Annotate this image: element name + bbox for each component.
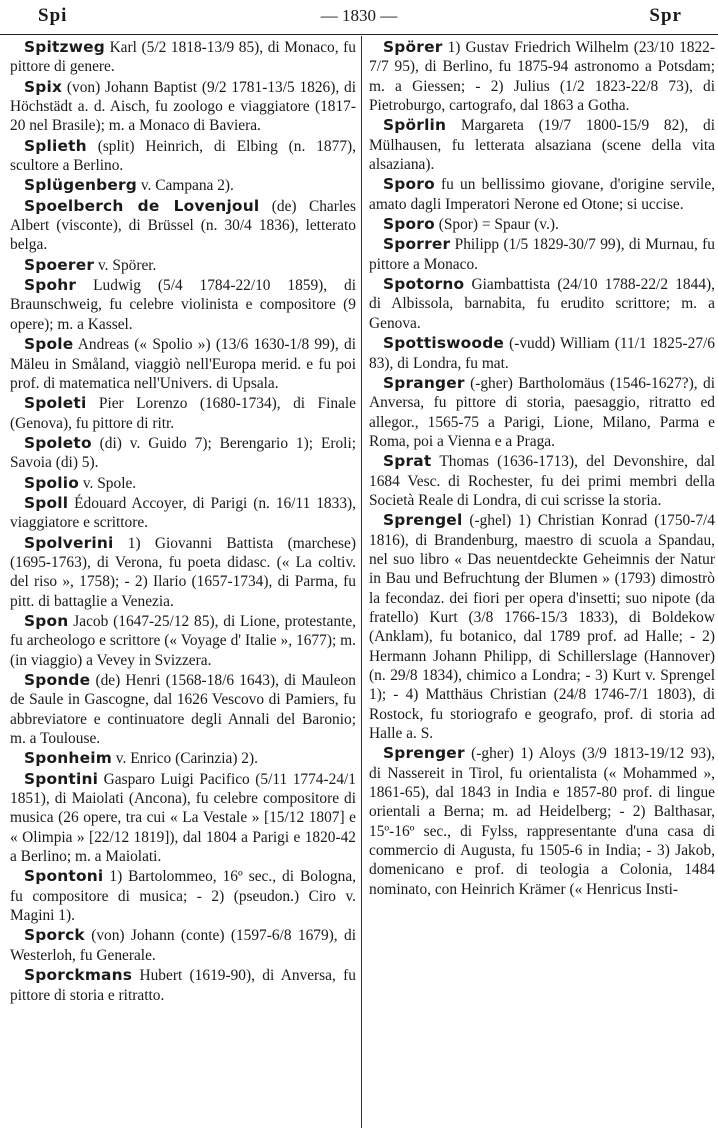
entry-text: Karl (5/2 1818-13/9 85), di Monaco, fu pittore di genere.	[10, 39, 356, 76]
entry-text: (split) Heinrich, di Elbing (n. 1877), scultore a Berlino.	[10, 137, 356, 175]
entry-text: (Spor) = Spaur (v.).	[434, 216, 559, 234]
column-divider	[361, 36, 362, 1128]
dictionary-entry	[10, 176, 356, 195]
dictionary-entry	[369, 511, 715, 743]
header-right-guide-word: Spr	[649, 5, 682, 26]
entry-headword: Spoerer	[24, 255, 95, 274]
entry-headword: Sponheim	[24, 749, 112, 768]
entry-headword: Spontini	[24, 769, 99, 788]
dictionary-entry	[10, 966, 356, 1005]
entry-headword: Spottiswoode	[383, 334, 505, 353]
entry-text: 1) Bartolommeo, 16º sec., di Bologna, fu compositore di musica; - 2) (pseudon.) Ciro v. Magini 1).	[10, 868, 356, 925]
dictionary-entry	[10, 474, 356, 493]
dictionary-entry	[10, 137, 356, 176]
entry-text: 1) Gustav Friedrich Wilhelm (23/10 1822-7/7 95), di Berlino, fu 1875-94 astronomo a Potsdam; m. a Giessen; - 2) Julius (1/2 1823-22/8 73), di Pietroburgo, cartografo, dal 1863 a Gotha.	[369, 39, 715, 115]
dictionary-entry	[10, 276, 356, 334]
dictionary-entry	[10, 867, 356, 925]
dictionary-entry	[369, 452, 715, 510]
dictionary-entry	[10, 494, 356, 533]
entry-text: Jacob (1647-25/12 85), di Lione, protestante, fu archeologo e scrittore (« Voyage d' Italie », 1677); m. (in viaggio) a Vevey in Svizzera.	[10, 612, 356, 669]
entry-text: v. Campana 2).	[137, 177, 234, 195]
header-left-guide-word: Spi	[38, 5, 68, 26]
entry-text: Giambattista (24/10 1788-22/2 1844), di Albissola, barnabita, fu erudito scrittore; m. a Genova.	[369, 276, 715, 332]
dictionary-entry	[369, 116, 715, 174]
right-column	[369, 38, 715, 1130]
entry-headword: Spolio	[24, 473, 79, 492]
dictionary-entry	[10, 434, 356, 473]
dictionary-entry	[10, 749, 356, 768]
dictionary-entry	[10, 394, 356, 433]
dictionary-entry	[369, 235, 715, 274]
entry-headword: Sprenger	[383, 744, 465, 763]
left-column	[10, 38, 356, 1130]
dictionary-entry	[10, 612, 356, 670]
entry-text: (di) v. Guido 7); Berengario 1); Eroli; Savoia (di) 5).	[10, 434, 356, 472]
dictionary-entry	[10, 534, 356, 611]
entry-headword: Splieth	[24, 136, 87, 155]
entry-headword: Sporrer	[383, 235, 451, 254]
entry-text: (-vudd) William (11/1 1825-27/6 83), di Londra, fu mat.	[369, 335, 715, 372]
dictionary-entry	[369, 38, 715, 115]
entry-text: Andreas (« Spolio ») (13/6 1630-1/8 99), di Mäleu in Småland, viaggiò nell'Europa merid. e fu poi prof. di matematica nell'Univers. di Upsala.	[10, 336, 356, 392]
entry-headword: Sprat	[383, 452, 432, 471]
dictionary-entry	[10, 926, 356, 965]
entry-headword: Spotorno	[383, 275, 465, 294]
entry-text: (-ghel) 1) Christian Konrad (1750-7/4 1816), di Brandenburg, maestro di scuola a Spandau, nel suo libro « Das neuentdeckte Geheimnis der Natur in Bau und Befruchtung der Blumen » (1793) dimostrò la fecondaz. dei fiori per opera d'insetti; suo nipote (da fratello) Kurt (3/8 1766-15/3 1833), di Boldekow (Anklam), fu botanico, dal 1789 prof. ad Halle; - 2) Hermann Johann Philipp, di Schillerslage (Hannover) (n. 29/8 1834), chimico a Londra; - 3) Kurt v. Sprengel 1); - 4) Matthäus Christian (24/8 1746-7/1 1803), di Rostock, fu storiografo e geografo, prof. di storia ad Halle a. S.	[369, 512, 715, 743]
entry-text: (de) Charles Albert (visconte), di Brüssel (n. 30/4 1836), letterato belga.	[10, 197, 356, 254]
entry-headword: Sporo	[383, 215, 435, 234]
entry-text: Philipp (1/5 1829-30/7 99), di Murnau, fu pittore a Monaco.	[369, 236, 715, 273]
entry-headword: Spix	[24, 77, 63, 96]
entry-headword: Spoleti	[24, 394, 87, 413]
entry-text: 1) Giovanni Battista (marchese) (1695-1763), di Verona, fu poeta didasc. (« La coltiv. del riso », 1758); - 2) Ilario (1657-1734), di Parma, fu pitt. di battaglie a Venezia.	[10, 534, 356, 610]
entry-headword: Spörlin	[383, 116, 447, 135]
entry-headword: Spolverini	[24, 533, 114, 552]
entry-text: (de) Henri (1568-18/6 1643), di Mauleon de Saule in Gascogne, dal 1626 Vescovo di Pamiers, fu abbreviatore e continuatore degli Annali del Baronio; m. a Toulouse.	[10, 672, 356, 748]
entry-text: (-gher) Bartholomäus (1546-1627?), di Anversa, fu pittore di storia, paesaggio, ritratto ed allegor., 1565-75 a Parigi, Lione, Milano, Parma e Roma, poi a Vienna e a Praga.	[369, 374, 715, 450]
dictionary-entry	[369, 374, 715, 451]
entry-text: v. Spole.	[79, 474, 137, 492]
entry-headword: Spon	[24, 611, 69, 630]
entry-text: Margareta (19/7 1800-15/9 82), di Mülhausen, fu letterata alsaziana (scene della vita alsaziana).	[369, 117, 715, 174]
dictionary-entry	[369, 215, 715, 234]
entry-headword: Sporck	[24, 926, 85, 945]
dictionary-entry	[10, 78, 356, 136]
dictionary-entry	[10, 335, 356, 393]
entry-text: Édouard Accoyer, di Parigi (n. 16/11 1833), viaggiatore e scrittore.	[10, 494, 356, 532]
entry-headword: Spohr	[24, 276, 77, 295]
entry-text: fu un bellissimo giovane, d'origine servile, amato dagli Imperatori Nerone ed Otone; si uccise.	[369, 176, 715, 213]
entry-text: (-gher) 1) Aloys (3/9 1813-19/12 93), di Nassereit in Tirol, fu orientalista (« Mohammed », 1861-65), dal 1843 in India e 1857-80 prof. di lingue orientali a Berna; m. ad Heidelberg; - 2) Balthasar, 15º-16º sec., di Fylss, rappresentante d'una casa di commercio di Augusta, fu 1505-6 in India; - 3) Jakob, domenicano e prof. di teologia a Colonia, 1484 nominato, con Heinrich Krämer (« Henricus Insti-	[369, 745, 715, 898]
dictionary-entry	[369, 175, 715, 214]
entry-text: Pier Lorenzo (1680-1734), di Finale (Genova), fu pittore di ritr.	[10, 395, 356, 432]
entry-text: Ludwig (5/4 1784-22/10 1859), di Braunschweig, fu celebre violinista e compositore (9 opere); m. a Kassel.	[10, 277, 356, 333]
entry-headword: Sporckmans	[24, 966, 133, 985]
entry-text: v. Enrico (Carinzia) 2).	[111, 750, 258, 768]
dictionary-entry	[10, 38, 356, 77]
entry-text: Thomas (1636-1713), del Devonshire, dal 1684 Vesc. di Rochester, fu dei primi membri della Società Reale di Londra, di cui scrisse la storia.	[369, 453, 715, 509]
dictionary-entry	[10, 770, 356, 867]
entry-headword: Spontoni	[24, 867, 104, 886]
entry-headword: Spole	[24, 335, 74, 354]
entry-text: (von) Johann (conte) (1597-6/8 1679), di Westerloh, fu Generale.	[10, 927, 356, 964]
entry-headword: Spoelberch de Lovenjoul	[24, 196, 260, 215]
dictionary-entry	[369, 744, 715, 899]
dictionary-entry	[10, 671, 356, 748]
page-number: — 1830 —	[320, 6, 398, 25]
entry-headword: Spitzweg	[24, 38, 105, 56]
entry-headword: Spoleto	[24, 433, 92, 452]
dictionary-entry	[369, 275, 715, 333]
entry-headword: Spörer	[383, 38, 443, 56]
dictionary-entry	[10, 197, 356, 255]
entry-headword: Splügenberg	[24, 176, 138, 195]
entry-headword: Spoll	[24, 493, 69, 512]
dictionary-entry	[369, 334, 715, 373]
entry-headword: Sponde	[24, 671, 91, 689]
entry-text: (von) Johann Baptist (9/2 1781-13/5 1826), di Höchstädt a. d. Aisch, fu zoologo e viaggiatore (1817-20 nel Brasile); m. a Monaco di Baviera.	[10, 78, 356, 135]
entry-text: Hubert (1619-90), di Anversa, fu pittore di storia e ritratto.	[10, 967, 356, 1004]
entry-headword: Sprengel	[383, 511, 463, 530]
entry-text: Gasparo Luigi Pacifico (5/11 1774-24/1 1851), di Maiolati (Ancona), fu celebre compositore di musica (26 opere, tra cui « La Vestale » [15/12 1807] e « Olimpia » [22/12 1819]), dal 1804 a Parigi e 1820-42 a Berlino; m. a Maiolati.	[10, 770, 356, 866]
entry-headword: Spranger	[383, 373, 465, 392]
entry-headword: Sporo	[383, 175, 435, 194]
page-header	[0, 0, 718, 35]
entry-text: v. Spörer.	[94, 256, 157, 274]
dictionary-entry	[10, 256, 356, 275]
